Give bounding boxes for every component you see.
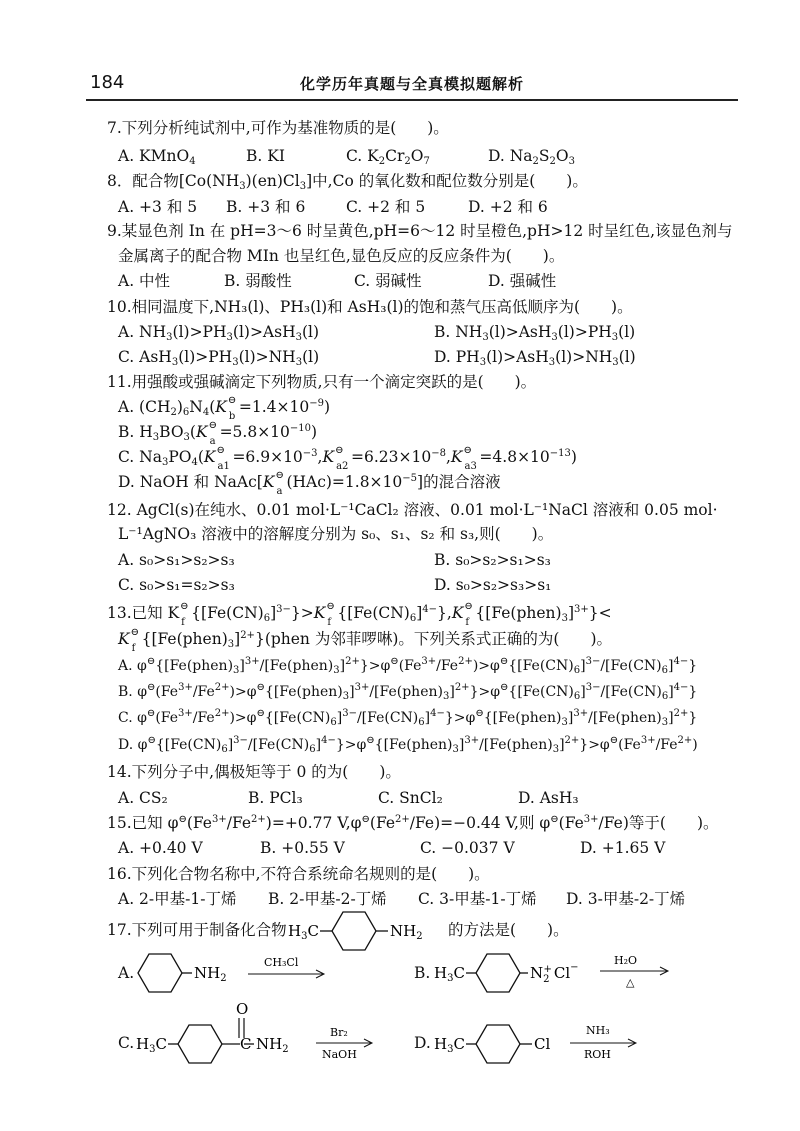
q11-option-d: D. NaOH 和 NaAc[K ⊖ a $(HAc)=1.8\times 10^{-5}$]的混合溶液 bbox=[118, 470, 501, 497]
svg-text:NH2: $NH_2$ bbox=[194, 964, 227, 984]
q7-option-d: D. $Na_2S_2O_3$ bbox=[488, 147, 576, 167]
q17-reagent-d-bottom: ROH bbox=[584, 1048, 611, 1061]
q10-option-b: B. $NH_3(l)>AsH_3(l)>PH_3(l)$ bbox=[434, 323, 636, 343]
q17-reagent-c-bottom: NaOH bbox=[322, 1048, 357, 1061]
q11-option-a: A. $(CH_2)_6N_4(K$ ⊖ b $=1.4\times 10^{-9}$) bbox=[118, 395, 331, 422]
q13-option-c: C. $\varphi^⊖(Fe^{3+}/Fe^{2+})>\varphi^⊖\{[Fe(CN)_6]^{3-}/[Fe(CN)_6]^{4-}\}>\varphi^⊖\{[Fe(phen)_3]^{3+}/[Fe(phen)_3]^{2+}\}$ bbox=[118, 708, 698, 728]
q9-option-a: A. 中性 bbox=[118, 272, 171, 290]
q12-option-b: B. s₀>s₂>s₁>s₃ bbox=[434, 551, 551, 569]
header-rule bbox=[86, 99, 738, 101]
q12-option-c: C. s₀>s₁=s₂>s₃ bbox=[118, 576, 235, 594]
q9-option-c: C. 弱碱性 bbox=[354, 272, 422, 290]
q17-reagent-b-top: H₂O bbox=[614, 954, 638, 967]
q14-stem: 14.下列分子中,偶极矩等于 0 的为( )。 bbox=[107, 763, 401, 781]
q10-option-a: A. $NH_3(l)>PH_3(l)>AsH_3(l)$ bbox=[118, 323, 320, 343]
q17-reagent-c-top: Br₂ bbox=[330, 1026, 348, 1039]
svg-text:O: O bbox=[236, 1000, 249, 1018]
q13-option-b: B. $\varphi^⊖(Fe^{3+}/Fe^{2+})>\varphi^⊖\{[Fe(phen)_3]^{3+}/[Fe(phen)_3]^{2+}\}>\varphi^⊖\{[Fe(CN)_6]^{3-}/[Fe(CN)_6]^{4-}\}$ bbox=[118, 682, 698, 702]
q13-line-2: K ⊖ f $\{[Fe(phen)_3]^{2+}\}(phen$ 为邻菲啰啉)。下列关系式正确的为( )。 bbox=[118, 627, 612, 654]
q13-option-d: D. $\varphi^⊖\{[Fe(CN)_6]^{3-}/[Fe(CN)_6]^{4-}\}>\varphi^⊖\{[Fe(phen)_3]^{3+}/[Fe(phen)_3]^{2+}\}>\varphi^⊖(Fe^{3+}/Fe^{2+})$ bbox=[118, 735, 698, 755]
q12-line-2: L⁻¹AgNO₃ 溶液中的溶解度分别为 s₀、s₁、s₂ 和 s₃,则( )。 bbox=[118, 525, 554, 543]
q9-line-2: 金属离子的配合物 MIn 也呈红色,显色反应的反应条件为( )。 bbox=[118, 247, 565, 265]
q17-target-structure bbox=[286, 906, 446, 954]
q14-option-a: A. CS₂ bbox=[118, 789, 168, 807]
q16-option-a: A. 2-甲基-1-丁烯 bbox=[118, 890, 237, 908]
page-header bbox=[86, 70, 738, 96]
q17-option-a-scheme bbox=[134, 948, 334, 996]
q16-option-b: B. 2-甲基-2-丁烯 bbox=[268, 890, 387, 908]
q17-option-b-label: B. bbox=[414, 964, 431, 982]
q10-option-c: C. $AsH_3(l)>PH_3(l)>NH_3(l)$ bbox=[118, 348, 320, 368]
q11-stem: 11.用强酸或强碱滴定下列物质,只有一个滴定突跃的是( )。 bbox=[107, 373, 537, 391]
q17-reagent-d-top: NH₃ bbox=[586, 1024, 610, 1037]
svg-text:Cl: Cl bbox=[534, 1035, 551, 1053]
q17-option-c-label: C. bbox=[118, 1034, 135, 1052]
q15-option-c: C. −0.037 V bbox=[420, 839, 515, 857]
q17-reagent-a: CH₃Cl bbox=[264, 956, 299, 969]
q7-option-b: B. KI bbox=[246, 147, 285, 165]
q16-option-c: C. 3-甲基-1-丁烯 bbox=[418, 890, 537, 908]
q14-option-b: B. PCl₃ bbox=[248, 789, 303, 807]
q12-line-1: 12. AgCl(s)在纯水、0.01 mol·L⁻¹CaCl₂ 溶液、0.01 mol·L⁻¹NaCl 溶液和 0.05 mol· bbox=[107, 501, 718, 519]
q16-option-d: D. 3-甲基-2-丁烯 bbox=[566, 890, 686, 908]
q15-option-a: A. +0.40 V bbox=[118, 839, 203, 857]
q10-option-d: D. $PH_3(l)>AsH_3(l)>NH_3(l)$ bbox=[434, 348, 636, 368]
q17-stem-pre: 17.下列可用于制备化合物 bbox=[107, 921, 287, 939]
svg-text:H3C: $H_3C$ bbox=[434, 964, 465, 984]
q17-reagent-b-bottom: △ bbox=[626, 976, 635, 989]
q17-option-a-label: A. bbox=[118, 964, 135, 982]
q7-option-c: C. $K_2Cr_2O_7$ bbox=[346, 147, 430, 167]
q11-option-b: B. $H_3BO_3(K$ ⊖ a $=5.8\times 10^{-10}$) bbox=[118, 420, 318, 447]
svg-text:H3C: $H_3C$ bbox=[136, 1035, 167, 1055]
q9-line-1: 9.某显色剂 In 在 pH=3～6 时呈黄色,pH=6～12 时呈橙色,pH>12 时呈红色,该显色剂与 bbox=[107, 222, 733, 240]
q8-stem: 8．配合物$[Co(NH_3)(en)Cl_3]$中,Co 的氧化数和配位数分别是( )。 bbox=[107, 172, 588, 192]
q15-option-b: B. +0.55 V bbox=[260, 839, 345, 857]
q9-option-d: D. 强碱性 bbox=[488, 272, 557, 290]
svg-text:NH2: $NH_2$ bbox=[256, 1035, 289, 1055]
q17-option-d-label: D. bbox=[414, 1034, 431, 1052]
q8-option-a: A. +3 和 5 bbox=[118, 198, 198, 216]
q8-option-c: C. +2 和 5 bbox=[346, 198, 426, 216]
q17-option-b-scheme bbox=[434, 946, 674, 996]
svg-text:NH2: $NH_2$ bbox=[390, 922, 423, 942]
q13-option-a: A. $\varphi^⊖\{[Fe(phen)_3]^{3+}/[Fe(phen)_3]^{2+}\}>\varphi^⊖(Fe^{3+}/Fe^{2+})>\varphi^⊖\{[Fe(CN)_6]^{3-}/[Fe(CN)_6]^{4-}\}$ bbox=[118, 656, 698, 676]
q7-stem: 7.下列分析纯试剂中,可作为基准物质的是( )。 bbox=[107, 119, 449, 137]
q10-stem: 10.相同温度下,NH₃(l)、PH₃(l)和 AsH₃(l)的饱和蒸气压高低顺序为( )。 bbox=[107, 298, 633, 316]
svg-text:C: C bbox=[240, 1035, 252, 1053]
q17-option-d-scheme bbox=[434, 1016, 654, 1066]
svg-text:N2+Cl−: $N_2+ Cl^-$ bbox=[530, 962, 579, 985]
q12-option-a: A. s₀>s₁>s₂>s₃ bbox=[118, 551, 235, 569]
q16-stem: 16.下列化合物名称中,不符合系统命名规则的是( )。 bbox=[107, 865, 490, 883]
q8-option-b: B. +3 和 6 bbox=[226, 198, 306, 216]
q7-option-a: A. KMnO$_4$ bbox=[118, 147, 196, 167]
q15-option-d: D. +1.65 V bbox=[580, 839, 666, 857]
q17-option-c-scheme bbox=[136, 996, 376, 1066]
svg-text:H3C: $H_3C$ bbox=[288, 922, 319, 942]
q12-option-d: D. s₀>s₂>s₃>s₁ bbox=[434, 576, 552, 594]
q13-line-1: 13.已知 K ⊖ f $\{[Fe(CN)_6]^{3-}\}>K$ ⊖ f $\{[Fe(CN)_6]^{4-}\},K$ ⊖ f $\{[Fe(phen)_3]^{3+}\}<$ bbox=[107, 601, 612, 628]
q8-option-d: D. +2 和 6 bbox=[468, 198, 548, 216]
q17-stem-post: 的方法是( )。 bbox=[448, 921, 569, 939]
page-title: 化学历年真题与全真模拟题解析 bbox=[299, 75, 524, 93]
q15-stem: 15.已知 $\varphi^⊖(Fe^{3+}/Fe^{2+})=+0.77$ $V,\varphi^⊖(Fe^{2+}/Fe)=-0.44$ V,则 $\varphi^⊖(Fe^{3+}/Fe)$等于( )。 bbox=[107, 814, 719, 832]
q11-option-c: C. $Na_3PO_4(K$ ⊖ a1 $=6.9\times 10^{-3},K$ ⊖ a2 $=6.23\times 10^{-8},K$ ⊖ a3 $=4.8\times 10^{-13}$) bbox=[118, 445, 577, 472]
q14-option-c: C. SnCl₂ bbox=[378, 789, 443, 807]
q14-option-d: D. AsH₃ bbox=[518, 789, 579, 807]
page-number: 184 bbox=[90, 72, 125, 93]
svg-text:H3C: $H_3C$ bbox=[434, 1035, 465, 1055]
q9-option-b: B. 弱酸性 bbox=[224, 272, 292, 290]
